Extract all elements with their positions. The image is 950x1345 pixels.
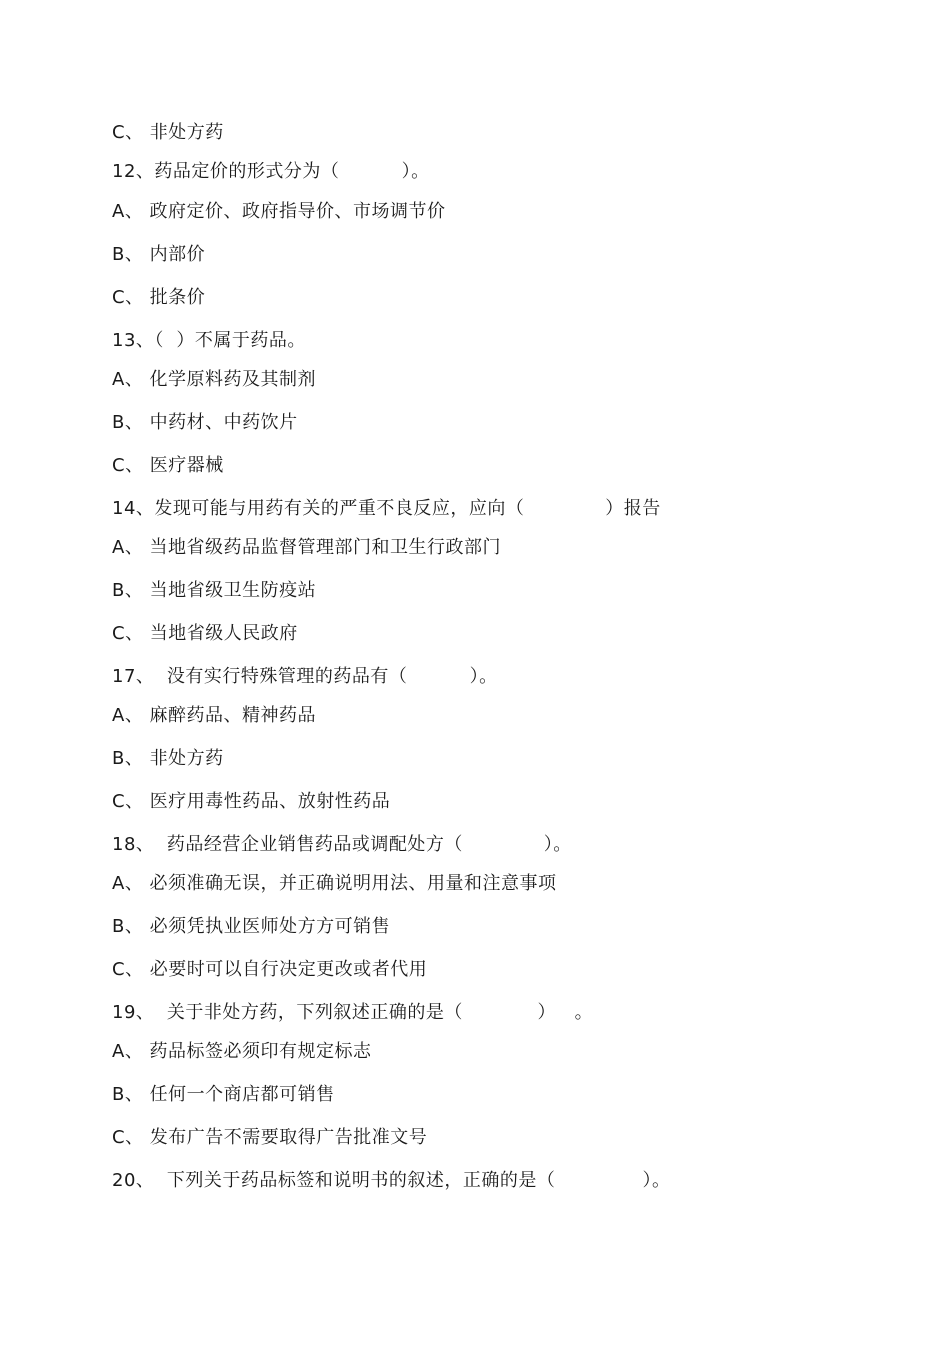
question-12: 12、药品定价的形式分为（ ）。 — [112, 161, 430, 182]
option-b-q12: B、 内部价 — [112, 244, 206, 265]
option-c-q14: C、 当地省级人民政府 — [112, 623, 298, 644]
option-b-q19: B、 任何一个商店都可销售 — [112, 1084, 335, 1105]
question-13: 13、（ ）不属于药品。 — [112, 330, 306, 351]
question-14: 14、发现可能与用药有关的严重不良反应，应向（ ）报告 — [112, 498, 661, 519]
option-a-q13: A、 化学原料药及其制剂 — [112, 369, 317, 390]
question-18: 18、 药品经营企业销售药品或调配处方（ ）。 — [112, 834, 572, 855]
option-b-q17: B、 非处方药 — [112, 748, 224, 769]
option-b-q14: B、 当地省级卫生防疫站 — [112, 580, 317, 601]
option-a-q17: A、 麻醉药品、精神药品 — [112, 705, 317, 726]
option-b-q13: B、 中药材、中药饮片 — [112, 412, 298, 433]
option-c-q19: C、 发布广告不需要取得广告批准文号 — [112, 1127, 428, 1148]
question-17: 17、 没有实行特殊管理的药品有（ ）。 — [112, 666, 498, 687]
option-c-q17: C、 医疗用毒性药品、放射性药品 — [112, 791, 391, 812]
option-c-q13: C、 医疗器械 — [112, 455, 224, 476]
option-a-q12: A、 政府定价、政府指导价、市场调节价 — [112, 201, 446, 222]
option-c-q12: C、 批条价 — [112, 287, 206, 308]
question-19: 19、 关于非处方药，下列叙述正确的是（ ） 。 — [112, 1002, 594, 1023]
question-20: 20、 下列关于药品标签和说明书的叙述，正确的是（ ）。 — [112, 1170, 671, 1191]
option-c-q18: C、 必要时可以自行决定更改或者代用 — [112, 959, 428, 980]
option-a-q18: A、 必须准确无误，并正确说明用法、用量和注意事项 — [112, 873, 557, 894]
option-c-q11: C、 非处方药 — [112, 122, 224, 143]
option-a-q19: A、 药品标签必须印有规定标志 — [112, 1041, 372, 1062]
option-a-q14: A、 当地省级药品监督管理部门和卫生行政部门 — [112, 537, 502, 558]
option-b-q18: B、 必须凭执业医师处方方可销售 — [112, 916, 391, 937]
